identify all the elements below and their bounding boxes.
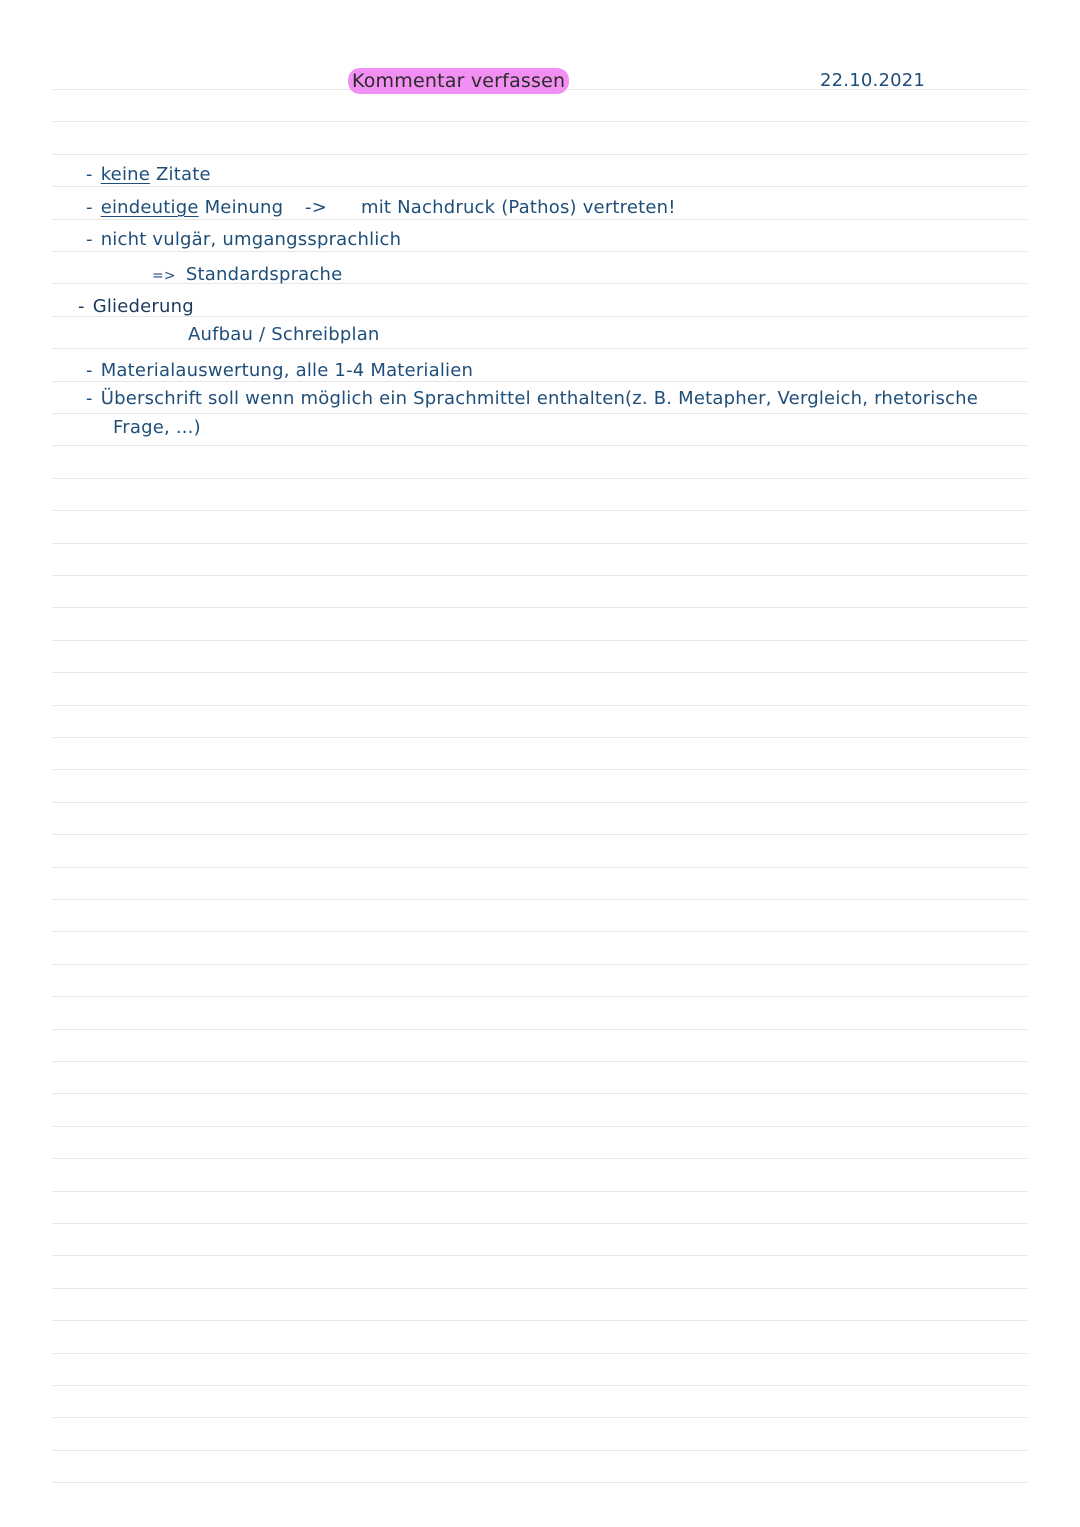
note-parenthetical: (z. B. Metapher, Vergleich, rhetorische bbox=[625, 388, 979, 409]
ruled-line bbox=[52, 1385, 1027, 1386]
note-text: Standardsprache bbox=[185, 264, 343, 285]
ruled-line bbox=[52, 802, 1027, 803]
ruled-line bbox=[52, 510, 1027, 511]
note-line-question: Frage, ...) bbox=[113, 417, 201, 438]
ruled-line bbox=[52, 1417, 1027, 1418]
ruled-line bbox=[52, 1320, 1027, 1321]
ruled-line bbox=[52, 316, 1027, 317]
page-date: 22.10.2021 bbox=[820, 70, 926, 91]
ruled-line bbox=[52, 413, 1027, 414]
bullet-dash: - bbox=[86, 388, 93, 409]
ruled-line bbox=[52, 348, 1027, 349]
note-text: Meinung bbox=[204, 197, 284, 218]
ruled-line bbox=[52, 575, 1027, 576]
ruled-line bbox=[52, 543, 1027, 544]
arrow-symbol: -> bbox=[305, 197, 327, 218]
ruled-line bbox=[52, 1223, 1027, 1224]
ruled-line bbox=[52, 737, 1027, 738]
ruled-line bbox=[52, 899, 1027, 900]
note-line-standard-language bbox=[152, 264, 342, 287]
ruled-line bbox=[52, 1255, 1027, 1256]
note-text: Zitate bbox=[155, 164, 211, 185]
note-line-headline bbox=[86, 388, 625, 410]
underlined-word: keine bbox=[100, 164, 151, 185]
ruled-line bbox=[52, 121, 1027, 122]
bullet-dash: - bbox=[86, 360, 93, 381]
ruled-line bbox=[52, 867, 1027, 868]
ruled-line bbox=[52, 1061, 1027, 1062]
ruled-line bbox=[52, 1029, 1027, 1030]
ruled-line bbox=[52, 640, 1027, 641]
note-line-materials bbox=[86, 360, 473, 382]
ruled-line bbox=[52, 607, 1027, 608]
bullet-dash: - bbox=[86, 197, 93, 218]
ruled-line bbox=[52, 931, 1027, 932]
page-title: Kommentar verfassen bbox=[348, 68, 569, 94]
note-text: Materialauswertung, alle 1-4 Materialien bbox=[100, 360, 474, 381]
ruled-line bbox=[52, 186, 1027, 187]
ruled-line bbox=[52, 964, 1027, 965]
ruled-line bbox=[52, 154, 1027, 155]
ruled-line bbox=[52, 672, 1027, 673]
ruled-line bbox=[52, 445, 1027, 446]
ruled-line bbox=[52, 834, 1027, 835]
ruled-line bbox=[52, 251, 1027, 252]
ruled-line bbox=[52, 1191, 1027, 1192]
note-text: Gliederung bbox=[92, 296, 194, 317]
ruled-line bbox=[52, 769, 1027, 770]
ruled-line bbox=[52, 1450, 1027, 1451]
note-line-no-quotes bbox=[86, 164, 211, 186]
note-continuation: mit Nachdruck (Pathos) vertreten! bbox=[361, 197, 676, 218]
ruled-line bbox=[52, 996, 1027, 997]
ruled-line bbox=[52, 1158, 1027, 1159]
bullet-dash: - bbox=[86, 229, 93, 250]
note-line-writing-plan: Aufbau / Schreibplan bbox=[188, 324, 380, 345]
ruled-line bbox=[52, 478, 1027, 479]
ruled-line bbox=[52, 705, 1027, 706]
underlined-word: eindeutige bbox=[100, 197, 199, 218]
ruled-line bbox=[52, 219, 1027, 220]
implies-arrow: => bbox=[152, 268, 176, 284]
ruled-line bbox=[52, 1288, 1027, 1289]
ruled-line bbox=[52, 1093, 1027, 1094]
note-line-structure bbox=[78, 296, 194, 318]
bullet-dash: - bbox=[86, 164, 93, 185]
bullet-dash: - bbox=[78, 296, 85, 317]
note-line-clear-opinion bbox=[86, 197, 283, 219]
note-text: Überschrift soll wenn möglich ein Sprachmittel enthalten bbox=[100, 388, 626, 409]
note-text: nicht vulgär, umgangssprachlich bbox=[100, 229, 402, 250]
note-line-not-vulgar bbox=[86, 229, 401, 251]
ruled-line bbox=[52, 1353, 1027, 1354]
ruled-line bbox=[52, 1126, 1027, 1127]
ruled-line bbox=[52, 1482, 1027, 1483]
